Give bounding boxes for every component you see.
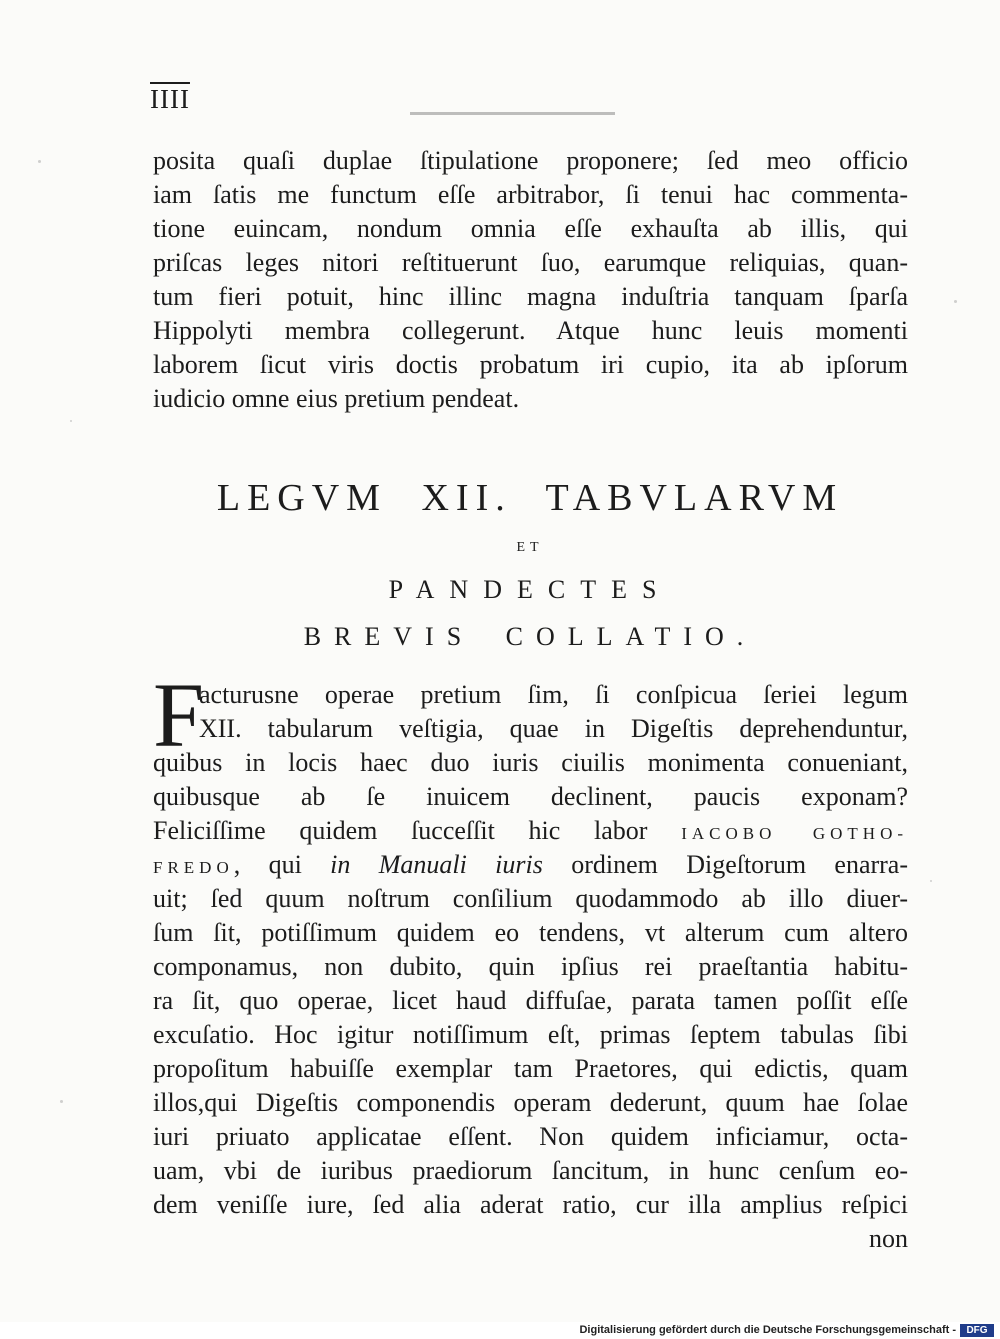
intro-line: Hippolyti membra collegerunt. Atque hunc leuis momenti xyxy=(153,316,908,345)
body-line: ra ſit, quo operae, licet haud diffuſae, parata tamen poſſit eſſe xyxy=(153,986,908,1015)
body-line: XII. tabularum veſtigia, quae in Digeſtis deprehenduntur, xyxy=(199,714,908,743)
body-text-run: Feliciſſime quidem ſucceſſit hic labor xyxy=(153,816,682,845)
author-name-smallcaps: IACOBO GOTHO- xyxy=(681,824,908,843)
footer-credit: Digitalisierung gefördert durch die Deutsche Forschungsgemeinschaft - xyxy=(579,1324,956,1336)
section-title: LEGVM XII. TABVLARVM xyxy=(216,477,844,519)
body-text-run: , qui xyxy=(233,850,331,879)
author-name-smallcaps: FREDO xyxy=(153,858,234,877)
body-line: iuri priuato applicatae eſſent. Non quidem inficiamur, octa- xyxy=(153,1122,908,1151)
body-line: quibus in locis haec duo iuris ciuilis monimenta conueniant, xyxy=(153,748,908,777)
body-line: ſum ſit, potiſſimum quidem eo tendens, vt alterum cum altero xyxy=(153,918,908,947)
book-title-italic: in Manuali iuris xyxy=(330,850,543,879)
section-title-connector: ET xyxy=(516,540,544,555)
intro-line: tum fieri potuit, hinc illinc magna induſtria tanquam ſparſa xyxy=(153,282,908,311)
paper-speck xyxy=(954,300,957,303)
body-paragraph xyxy=(153,678,908,1256)
body-line: excuſatio. Hoc igitur notiſſimum eſt, primas ſeptem tabulas ſibi xyxy=(153,1020,908,1049)
intro-line: tione euincam, nondum omnia eſſe exhauſta ab illis, qui xyxy=(153,214,908,243)
catchword: non xyxy=(869,1224,908,1253)
header-rule xyxy=(410,112,615,115)
dfg-logo: DFG xyxy=(960,1324,994,1337)
section-subtitle-collatio: BREVIS COLLATIO. xyxy=(303,622,757,651)
section-subtitle: PANDECTES xyxy=(388,575,672,604)
intro-line: iam ſatis me functum eſſe arbitrabor, ſi tenui hac commenta- xyxy=(153,180,908,209)
body-line: uam, vbi de iuribus praediorum ſancitum, in hunc cenſum eo- xyxy=(153,1156,908,1185)
paper-speck xyxy=(930,880,932,882)
paper-speck xyxy=(70,420,72,422)
body-line xyxy=(153,848,908,882)
body-line: propoſitum habuiſſe exemplar tam Praetores, qui edictis, quam xyxy=(153,1054,908,1083)
body-text-run: ordinem Digeſtorum enarra- xyxy=(542,850,908,879)
body-line xyxy=(153,814,908,848)
intro-line: posita quaſi duplae ſtipulatione proponere; ſed meo officio xyxy=(153,146,908,175)
body-line: illos,qui Digeſtis componendis operam dederunt, quum hae ſolae xyxy=(153,1088,908,1117)
paper-speck xyxy=(38,160,41,163)
intro-line: priſcas leges nitori reſtituerunt ſuo, earumque reliquias, quan- xyxy=(153,248,908,277)
intro-paragraph xyxy=(153,144,908,416)
body-line: dem veniſſe iure, ſed alia aderat ratio, cur illa amplius reſpici xyxy=(153,1190,908,1219)
paper-speck xyxy=(60,1100,63,1103)
body-line: componamus, non dubito, quin ipſius rei praeſtantia habitu- xyxy=(153,952,908,981)
intro-line: iudicio omne eius pretium pendeat. xyxy=(153,384,520,413)
body-line: uit; ſed quum noſtrum conſilium quodammodo ab illo diuer- xyxy=(153,884,908,913)
body-line: quibusque ab ſe inuicem declinent, paucis exponam? xyxy=(153,782,908,811)
intro-line: laborem ſicut viris doctis probatum iri cupio, ita ab ipſorum xyxy=(153,350,908,379)
page-number: IIII xyxy=(150,84,190,114)
body-line: acturusne operae pretium ſim, ſi conſpicua ſeriei legum xyxy=(199,680,908,709)
drop-cap: F xyxy=(153,664,205,766)
